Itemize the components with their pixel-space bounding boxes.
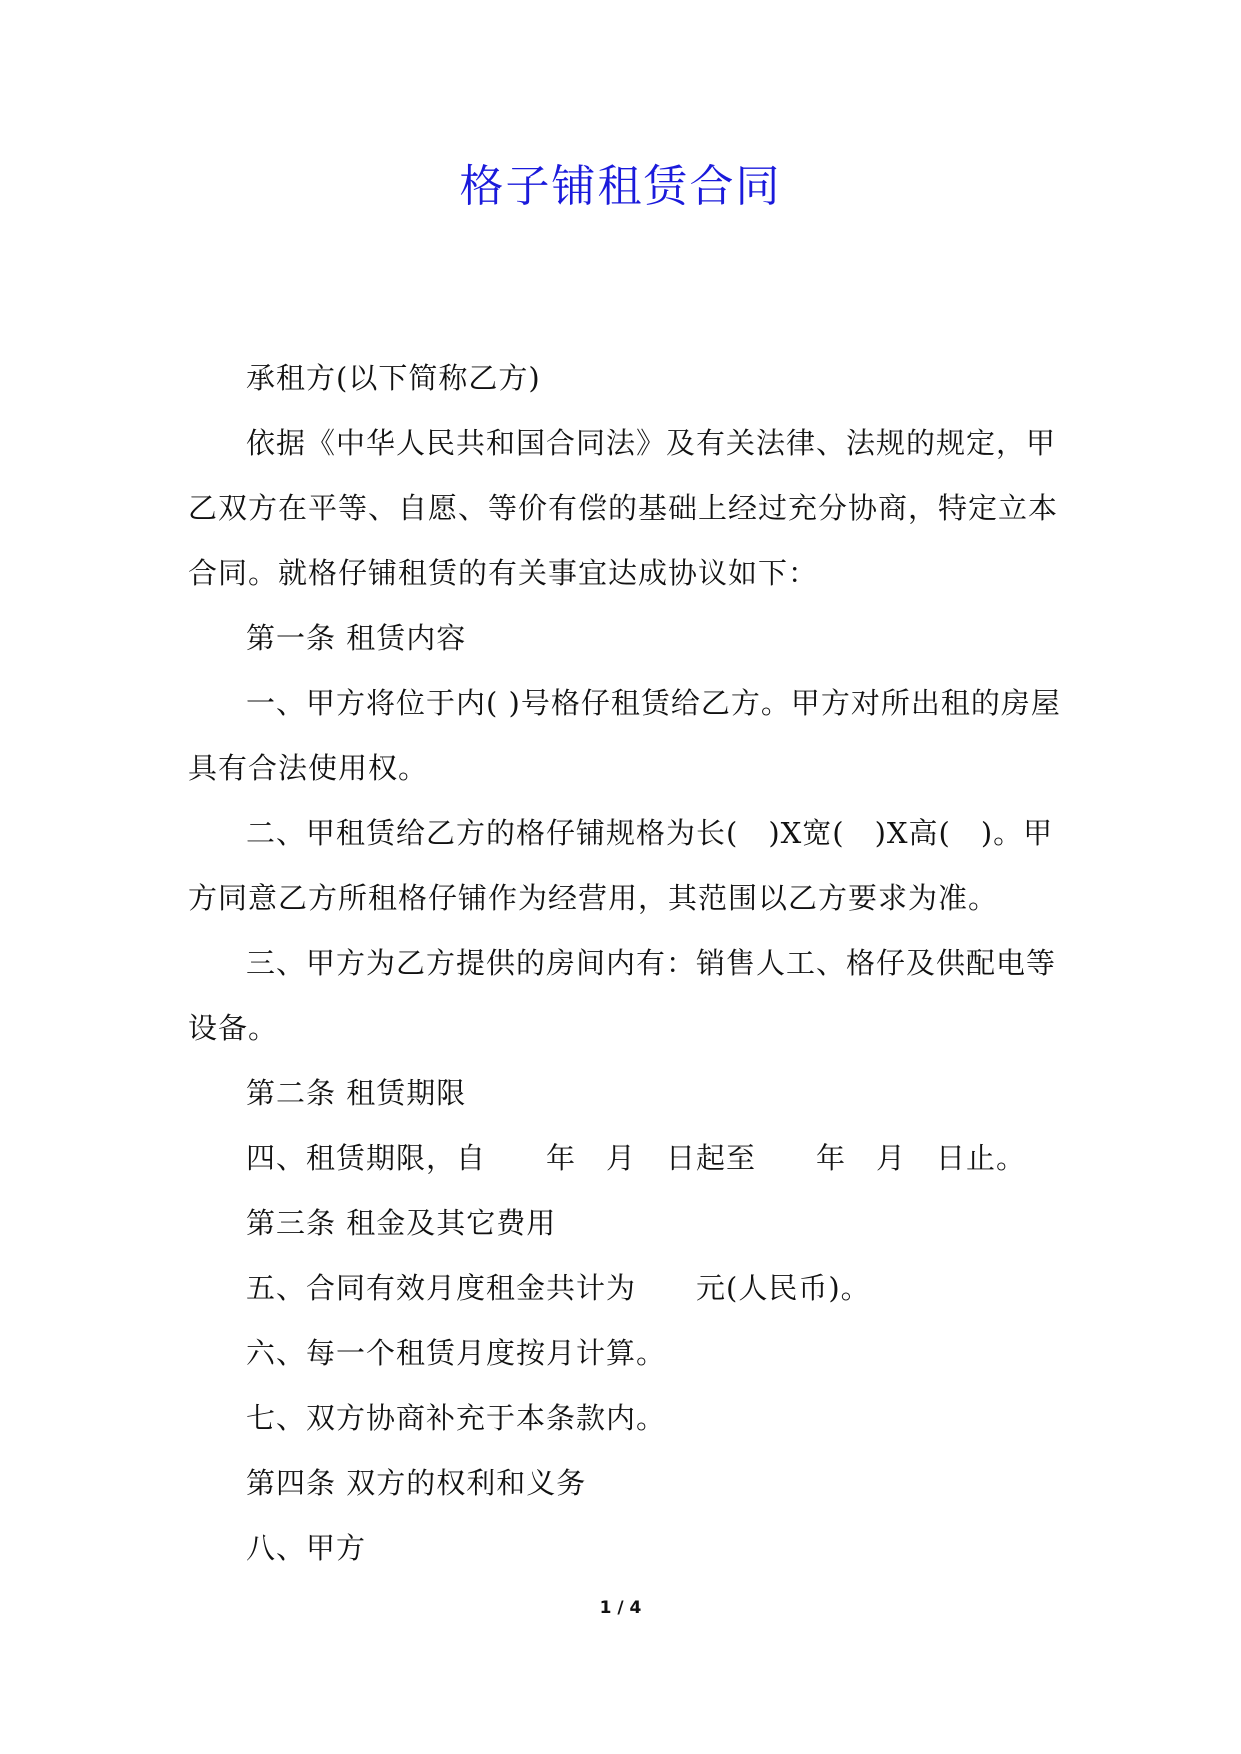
paragraph: 承租方(以下简称乙方) — [246, 361, 541, 395]
paragraph: 依据《中华人民共和国合同法》及有关法律、法规的规定，甲乙双方在平等、自愿、等价有偿的基础上经过充分协商，特定立本合同。就格仔铺租赁的有关事宜达成协议如下： — [188, 426, 1059, 590]
document-title: 格子铺租赁合同 — [459, 161, 782, 212]
paragraph: 五、合同有效月度租金共计为 元(人民币)。 — [246, 1271, 871, 1305]
paragraph: 六、每一个租赁月度按月计算。 — [246, 1336, 667, 1370]
paragraph: 八、甲方 — [246, 1531, 367, 1565]
section-heading: 第三条 租金及其它费用 — [246, 1206, 557, 1240]
paragraph: 七、双方协商补充于本条款内。 — [246, 1401, 667, 1435]
paragraph: 四、租赁期限，自 年 月 日起至 年 月 日止。 — [246, 1141, 1027, 1175]
section-heading: 第二条 租赁期限 — [246, 1076, 467, 1110]
section-heading: 第四条 双方的权利和义务 — [246, 1466, 587, 1500]
document-body — [188, 346, 1078, 1581]
paragraph: 三、甲方为乙方提供的房间内有：销售人工、格仔及供配电等设备。 — [188, 946, 1057, 1045]
paragraph: 二、甲租赁给乙方的格仔铺规格为长( )X宽( )X高( )。甲方同意乙方所租格仔铺作为经营用，其范围以乙方要求为准。 — [188, 816, 1054, 915]
page-number: 1 / 4 — [599, 1598, 642, 1618]
paragraph: 一、甲方将位于内( )号格仔租赁给乙方。甲方对所出租的房屋具有合法使用权。 — [188, 686, 1061, 785]
section-heading: 第一条 租赁内容 — [246, 621, 467, 655]
